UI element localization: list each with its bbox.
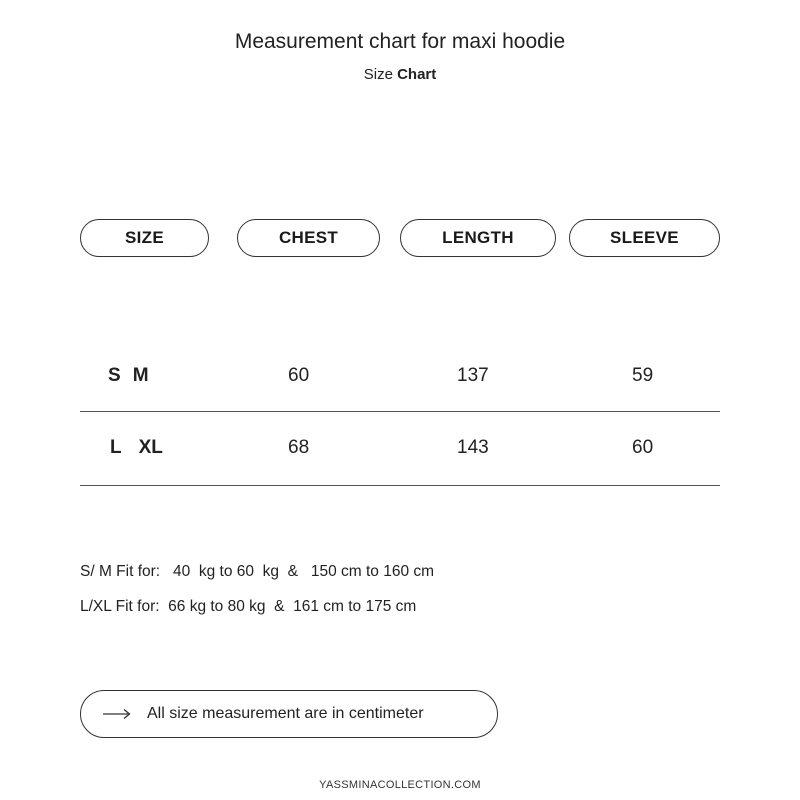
size-cell [108,340,149,412]
unit-note-text: All size measurement are in centimeter [147,705,424,722]
size-label-b: XL [138,437,163,458]
subtitle-prefix: Size [363,66,393,83]
page-subtitle [0,66,800,83]
chest-value: 68 [288,437,310,458]
subtitle-bold: Chart [397,66,437,83]
size-cell [110,412,163,484]
table-row [80,412,720,484]
size-label-a: S [108,365,121,386]
unit-note [80,690,498,738]
column-header-size: SIZE [80,219,209,257]
arrow-right-icon [103,708,131,720]
length-value: 137 [457,365,489,386]
table-row [80,340,720,412]
sleeve-value: 60 [632,437,654,458]
chest-value: 60 [288,365,310,386]
page-title: Measurement chart for maxi hoodie [234,30,566,53]
column-header-length: LENGTH [400,219,556,257]
length-value: 143 [457,437,489,458]
size-label-a: L [110,437,122,458]
footer-website: YASSMINACOLLECTION.COM [319,779,481,791]
row-divider [80,485,720,486]
fit-note-lxl: L/XL Fit for: 66 kg to 80 kg & 161 cm to 175 cm [80,598,417,615]
fit-note-sm: S/ M Fit for: 40 kg to 60 kg & 150 cm to 160 cm [80,563,435,580]
column-header-sleeve: SLEEVE [569,219,720,257]
size-label-b: M [132,365,149,386]
sleeve-value: 59 [632,365,654,386]
column-header-chest: CHEST [237,219,380,257]
